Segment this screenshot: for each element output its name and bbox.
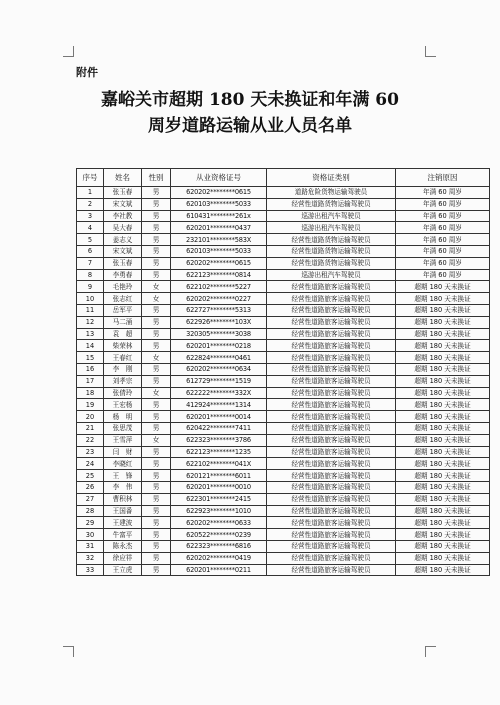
cell-cert-category: 经营性道路旅客运输驾驶员 bbox=[267, 281, 396, 293]
cell-cert-number: 620202********0634 bbox=[171, 363, 267, 375]
cell-gender: 女 bbox=[142, 352, 171, 364]
cell-cancel-reason: 超期 180 天未换证 bbox=[396, 399, 490, 411]
table-header-row bbox=[77, 169, 490, 187]
cell-seq: 14 bbox=[77, 340, 104, 352]
cell-seq: 1 bbox=[77, 187, 104, 199]
cell-cancel-reason: 超期 180 天未换证 bbox=[396, 340, 490, 352]
cell-cancel-reason: 超期 180 天未换证 bbox=[396, 281, 490, 293]
cell-seq: 9 bbox=[77, 281, 104, 293]
cell-cancel-reason: 年满 60 周岁 bbox=[396, 269, 490, 281]
table-row bbox=[77, 387, 490, 399]
cell-name: 毛艳玲 bbox=[104, 281, 142, 293]
cell-cert-category: 经营性道路旅客运输驾驶员 bbox=[267, 399, 396, 411]
cell-cancel-reason: 超期 180 天未换证 bbox=[396, 481, 490, 493]
table-row bbox=[77, 304, 490, 316]
cell-gender: 女 bbox=[142, 293, 171, 305]
cell-gender: 男 bbox=[142, 552, 171, 564]
table-row bbox=[77, 470, 490, 482]
cell-cert-category: 经营性道路旅客运输驾驶员 bbox=[267, 328, 396, 340]
table-row bbox=[77, 517, 490, 529]
cell-name: 张玉春 bbox=[104, 257, 142, 269]
cell-cert-category: 经营性道路旅客运输驾驶员 bbox=[267, 352, 396, 364]
cell-gender: 男 bbox=[142, 375, 171, 387]
table-row bbox=[77, 446, 490, 458]
cell-name: 李 伟 bbox=[104, 481, 142, 493]
cell-name: 宋文斌 bbox=[104, 198, 142, 210]
cell-cert-category: 经营性道路旅客运输驾驶员 bbox=[267, 422, 396, 434]
cell-cert-category: 经营性道路旅客运输驾驶员 bbox=[267, 552, 396, 564]
cell-cert-number: 622926********103X bbox=[171, 316, 267, 328]
table-row bbox=[77, 316, 490, 328]
cell-cert-number: 622222********332X bbox=[171, 387, 267, 399]
cell-gender: 女 bbox=[142, 387, 171, 399]
cell-name: 曹积林 bbox=[104, 493, 142, 505]
cell-name: 李社教 bbox=[104, 210, 142, 222]
cell-name: 张玉春 bbox=[104, 187, 142, 199]
cell-seq: 33 bbox=[77, 564, 104, 576]
cell-seq: 13 bbox=[77, 328, 104, 340]
cell-seq: 21 bbox=[77, 422, 104, 434]
cell-cert-category: 经营性道路货物运输驾驶员 bbox=[267, 257, 396, 269]
crop-mark-top-left bbox=[63, 46, 74, 57]
cell-gender: 男 bbox=[142, 234, 171, 246]
cell-gender: 男 bbox=[142, 505, 171, 517]
cell-cert-category: 道路危险货物运输驾驶员 bbox=[267, 187, 396, 199]
cell-gender: 男 bbox=[142, 517, 171, 529]
cell-cert-number: 232101********583X bbox=[171, 234, 267, 246]
cell-gender: 男 bbox=[142, 340, 171, 352]
cell-cert-category: 经营性道路货物运输驾驶员 bbox=[267, 245, 396, 257]
cell-cancel-reason: 超期 180 天未换证 bbox=[396, 470, 490, 482]
cell-name: 杨 明 bbox=[104, 411, 142, 423]
cell-seq: 26 bbox=[77, 481, 104, 493]
cell-seq: 16 bbox=[77, 363, 104, 375]
cell-gender: 男 bbox=[142, 222, 171, 234]
cell-gender: 男 bbox=[142, 529, 171, 541]
cell-cert-number: 610431********261x bbox=[171, 210, 267, 222]
cell-cert-number: 412924********1314 bbox=[171, 399, 267, 411]
cell-name: 袁 超 bbox=[104, 328, 142, 340]
cell-cert-number: 622727********5313 bbox=[171, 304, 267, 316]
cell-cert-category: 经营性道路旅客运输驾驶员 bbox=[267, 304, 396, 316]
cell-name: 闫 财 bbox=[104, 446, 142, 458]
cell-seq: 23 bbox=[77, 446, 104, 458]
cell-cert-category: 经营性道路旅客运输驾驶员 bbox=[267, 434, 396, 446]
cell-cancel-reason: 超期 180 天未换证 bbox=[396, 293, 490, 305]
cell-gender: 男 bbox=[142, 458, 171, 470]
cell-seq: 20 bbox=[77, 411, 104, 423]
cell-cancel-reason: 年满 60 周岁 bbox=[396, 245, 490, 257]
cell-seq: 6 bbox=[77, 245, 104, 257]
cell-gender: 男 bbox=[142, 363, 171, 375]
table-row bbox=[77, 422, 490, 434]
cell-name: 张志红 bbox=[104, 293, 142, 305]
cell-gender: 男 bbox=[142, 422, 171, 434]
header-name: 姓名 bbox=[104, 169, 142, 187]
cell-cert-category: 经营性道路旅客运输驾驶员 bbox=[267, 446, 396, 458]
cell-gender: 男 bbox=[142, 399, 171, 411]
cell-seq: 3 bbox=[77, 210, 104, 222]
table-row bbox=[77, 187, 490, 199]
table-row bbox=[77, 529, 490, 541]
cell-cancel-reason: 超期 180 天未换证 bbox=[396, 411, 490, 423]
cell-seq: 4 bbox=[77, 222, 104, 234]
cell-gender: 男 bbox=[142, 411, 171, 423]
cell-name: 牛富平 bbox=[104, 529, 142, 541]
table-row bbox=[77, 552, 490, 564]
cell-seq: 2 bbox=[77, 198, 104, 210]
cell-name: 马二涌 bbox=[104, 316, 142, 328]
cell-gender: 男 bbox=[142, 481, 171, 493]
cell-cert-number: 620422********7411 bbox=[171, 422, 267, 434]
table-row bbox=[77, 340, 490, 352]
cell-seq: 30 bbox=[77, 529, 104, 541]
cell-cert-number: 620201********0010 bbox=[171, 481, 267, 493]
cell-cert-category: 经营性道路旅客运输驾驶员 bbox=[267, 316, 396, 328]
cell-gender: 男 bbox=[142, 446, 171, 458]
cell-seq: 31 bbox=[77, 540, 104, 552]
table-row bbox=[77, 293, 490, 305]
cell-name: 刘孝宗 bbox=[104, 375, 142, 387]
cell-name: 柴荣林 bbox=[104, 340, 142, 352]
cell-cert-number: 620202********0615 bbox=[171, 187, 267, 199]
cell-cert-number: 622301********2415 bbox=[171, 493, 267, 505]
cell-gender: 男 bbox=[142, 198, 171, 210]
table-row bbox=[77, 257, 490, 269]
cell-name: 王立虎 bbox=[104, 564, 142, 576]
cell-gender: 女 bbox=[142, 281, 171, 293]
cell-name: 李 刚 bbox=[104, 363, 142, 375]
cell-cert-number: 620103********5033 bbox=[171, 198, 267, 210]
cell-gender: 男 bbox=[142, 540, 171, 552]
cell-seq: 32 bbox=[77, 552, 104, 564]
cell-name: 陈永杰 bbox=[104, 540, 142, 552]
cell-gender: 男 bbox=[142, 316, 171, 328]
cell-gender: 男 bbox=[142, 210, 171, 222]
crop-mark-bottom-left bbox=[63, 646, 74, 657]
cell-seq: 8 bbox=[77, 269, 104, 281]
cell-cert-category: 巡游出租汽车驾驶员 bbox=[267, 269, 396, 281]
cell-name: 李勇春 bbox=[104, 269, 142, 281]
personnel-table bbox=[76, 168, 490, 576]
cell-name: 宋文斌 bbox=[104, 245, 142, 257]
header-cert-category: 资格证类别 bbox=[267, 169, 396, 187]
table-row bbox=[77, 363, 490, 375]
cell-cancel-reason: 年满 60 周岁 bbox=[396, 234, 490, 246]
cell-gender: 男 bbox=[142, 493, 171, 505]
cell-cert-category: 经营性道路旅客运输驾驶员 bbox=[267, 540, 396, 552]
cell-cert-number: 622123********0814 bbox=[171, 269, 267, 281]
cell-name: 张倩玲 bbox=[104, 387, 142, 399]
cell-cert-category: 巡游出租汽车驾驶员 bbox=[267, 222, 396, 234]
cell-seq: 25 bbox=[77, 470, 104, 482]
cell-cert-category: 经营性道路旅客运输驾驶员 bbox=[267, 481, 396, 493]
table-row bbox=[77, 375, 490, 387]
cell-cancel-reason: 超期 180 天未换证 bbox=[396, 352, 490, 364]
cell-seq: 19 bbox=[77, 399, 104, 411]
table-row bbox=[77, 505, 490, 517]
table-row bbox=[77, 210, 490, 222]
cell-seq: 15 bbox=[77, 352, 104, 364]
cell-cert-category: 经营性道路旅客运输驾驶员 bbox=[267, 411, 396, 423]
crop-mark-bottom-right bbox=[425, 646, 436, 657]
cell-cert-category: 经营性道路旅客运输驾驶员 bbox=[267, 375, 396, 387]
cell-cert-number: 620202********0633 bbox=[171, 517, 267, 529]
cell-name: 王宏杨 bbox=[104, 399, 142, 411]
cell-gender: 男 bbox=[142, 328, 171, 340]
cell-seq: 17 bbox=[77, 375, 104, 387]
cell-cancel-reason: 超期 180 天未换证 bbox=[396, 540, 490, 552]
cell-cancel-reason: 超期 180 天未换证 bbox=[396, 316, 490, 328]
table-row bbox=[77, 269, 490, 281]
attachment-label: 附件 bbox=[76, 66, 98, 79]
cell-name: 吴大春 bbox=[104, 222, 142, 234]
cell-cert-number: 620103********5033 bbox=[171, 245, 267, 257]
table-row bbox=[77, 564, 490, 576]
cell-cancel-reason: 超期 180 天未换证 bbox=[396, 304, 490, 316]
cell-cert-number: 320305********3038 bbox=[171, 328, 267, 340]
cell-cert-category: 经营性道路旅客运输驾驶员 bbox=[267, 505, 396, 517]
table-row bbox=[77, 245, 490, 257]
cell-gender: 男 bbox=[142, 257, 171, 269]
cell-name: 王春红 bbox=[104, 352, 142, 364]
table-row bbox=[77, 234, 490, 246]
table-row bbox=[77, 328, 490, 340]
cell-cancel-reason: 超期 180 天未换证 bbox=[396, 517, 490, 529]
cell-cert-category: 经营性道路旅客运输驾驶员 bbox=[267, 564, 396, 576]
cell-cert-category: 经营性道路旅客运输驾驶员 bbox=[267, 363, 396, 375]
header-cert-number: 从业资格证号 bbox=[171, 169, 267, 187]
cell-cancel-reason: 超期 180 天未换证 bbox=[396, 493, 490, 505]
cell-cancel-reason: 超期 180 天未换证 bbox=[396, 446, 490, 458]
cell-seq: 11 bbox=[77, 304, 104, 316]
cell-cert-category: 经营性道路货物运输驾驶员 bbox=[267, 234, 396, 246]
cell-cancel-reason: 超期 180 天未换证 bbox=[396, 505, 490, 517]
cell-cancel-reason: 年满 60 周岁 bbox=[396, 187, 490, 199]
cell-cancel-reason: 超期 180 天未换证 bbox=[396, 564, 490, 576]
table-body bbox=[77, 187, 490, 576]
cell-cert-category: 经营性道路旅客运输驾驶员 bbox=[267, 387, 396, 399]
cell-cert-category: 经营性道路旅客运输驾驶员 bbox=[267, 458, 396, 470]
cell-seq: 18 bbox=[77, 387, 104, 399]
cell-cert-number: 620201********0437 bbox=[171, 222, 267, 234]
cell-cert-number: 620201********0218 bbox=[171, 340, 267, 352]
cell-cert-number: 622102********5227 bbox=[171, 281, 267, 293]
cell-cancel-reason: 超期 180 天未换证 bbox=[396, 422, 490, 434]
cell-cert-category: 经营性道路旅客运输驾驶员 bbox=[267, 293, 396, 305]
cell-gender: 男 bbox=[142, 304, 171, 316]
cell-name: 李晓红 bbox=[104, 458, 142, 470]
cell-seq: 22 bbox=[77, 434, 104, 446]
header-gender: 性别 bbox=[142, 169, 171, 187]
cell-name: 岳军平 bbox=[104, 304, 142, 316]
cell-name: 徐应祥 bbox=[104, 552, 142, 564]
table-row bbox=[77, 222, 490, 234]
cell-seq: 12 bbox=[77, 316, 104, 328]
cell-gender: 男 bbox=[142, 187, 171, 199]
cell-cert-number: 622323********3786 bbox=[171, 434, 267, 446]
header-cancel-reason: 注销原因 bbox=[396, 169, 490, 187]
cell-seq: 10 bbox=[77, 293, 104, 305]
cell-cert-category: 经营性道路旅客运输驾驶员 bbox=[267, 529, 396, 541]
cell-cert-number: 620201********0211 bbox=[171, 564, 267, 576]
cell-cert-number: 622923********1010 bbox=[171, 505, 267, 517]
cell-name: 王国番 bbox=[104, 505, 142, 517]
table-row bbox=[77, 281, 490, 293]
cell-cert-category: 经营性道路旅客运输驾驶员 bbox=[267, 340, 396, 352]
cell-cert-number: 622323********6816 bbox=[171, 540, 267, 552]
cell-cancel-reason: 超期 180 天未换证 bbox=[396, 434, 490, 446]
cell-cert-number: 612729********1519 bbox=[171, 375, 267, 387]
cell-seq: 7 bbox=[77, 257, 104, 269]
crop-mark-top-right bbox=[425, 46, 436, 57]
cell-cancel-reason: 超期 180 天未换证 bbox=[396, 529, 490, 541]
cell-cert-category: 经营性道路旅客运输驾驶员 bbox=[267, 470, 396, 482]
cell-cert-number: 622102********041X bbox=[171, 458, 267, 470]
cell-name: 姜志义 bbox=[104, 234, 142, 246]
document-title-line2: 周岁道路运输从业人员名单 bbox=[148, 116, 352, 136]
cell-cert-number: 620201********0014 bbox=[171, 411, 267, 423]
cell-name: 张思茂 bbox=[104, 422, 142, 434]
cell-cert-number: 620121********6011 bbox=[171, 470, 267, 482]
cell-cancel-reason: 超期 180 天未换证 bbox=[396, 328, 490, 340]
table-row bbox=[77, 493, 490, 505]
cell-gender: 女 bbox=[142, 434, 171, 446]
cell-cert-number: 620522********0239 bbox=[171, 529, 267, 541]
table-row bbox=[77, 434, 490, 446]
cell-cert-number: 620202********0227 bbox=[171, 293, 267, 305]
cell-cert-number: 622824********0461 bbox=[171, 352, 267, 364]
cell-seq: 24 bbox=[77, 458, 104, 470]
cell-gender: 男 bbox=[142, 564, 171, 576]
cell-name: 王 锋 bbox=[104, 470, 142, 482]
document-title-line1: 嘉峪关市超期 180 天未换证和年满 60 bbox=[101, 90, 399, 110]
table-row bbox=[77, 198, 490, 210]
cell-cancel-reason: 超期 180 天未换证 bbox=[396, 363, 490, 375]
cell-cancel-reason: 年满 60 周岁 bbox=[396, 257, 490, 269]
cell-gender: 男 bbox=[142, 245, 171, 257]
cell-cancel-reason: 超期 180 天未换证 bbox=[396, 387, 490, 399]
cell-cert-number: 620202********0615 bbox=[171, 257, 267, 269]
cell-seq: 29 bbox=[77, 517, 104, 529]
header-seq: 序号 bbox=[77, 169, 104, 187]
cell-name: 王雪萍 bbox=[104, 434, 142, 446]
cell-cancel-reason: 超期 180 天未换证 bbox=[396, 458, 490, 470]
cell-cancel-reason: 年满 60 周岁 bbox=[396, 210, 490, 222]
cell-seq: 5 bbox=[77, 234, 104, 246]
cell-cert-number: 620202********0419 bbox=[171, 552, 267, 564]
cell-cancel-reason: 年满 60 周岁 bbox=[396, 198, 490, 210]
table-row bbox=[77, 399, 490, 411]
cell-cert-category: 经营性道路货物运输驾驶员 bbox=[267, 198, 396, 210]
cell-gender: 男 bbox=[142, 470, 171, 482]
cell-name: 王建波 bbox=[104, 517, 142, 529]
table-row bbox=[77, 540, 490, 552]
cell-cert-number: 622123********1235 bbox=[171, 446, 267, 458]
table-row bbox=[77, 481, 490, 493]
cell-cert-category: 经营性道路旅客运输驾驶员 bbox=[267, 493, 396, 505]
table-row bbox=[77, 352, 490, 364]
cell-cert-category: 经营性道路旅客运输驾驶员 bbox=[267, 517, 396, 529]
table-row bbox=[77, 458, 490, 470]
cell-seq: 28 bbox=[77, 505, 104, 517]
cell-cancel-reason: 超期 180 天未换证 bbox=[396, 552, 490, 564]
cell-gender: 男 bbox=[142, 269, 171, 281]
cell-cancel-reason: 年满 60 周岁 bbox=[396, 222, 490, 234]
cell-cancel-reason: 超期 180 天未换证 bbox=[396, 375, 490, 387]
table-row bbox=[77, 411, 490, 423]
cell-seq: 27 bbox=[77, 493, 104, 505]
cell-cert-category: 巡游出租汽车驾驶员 bbox=[267, 210, 396, 222]
